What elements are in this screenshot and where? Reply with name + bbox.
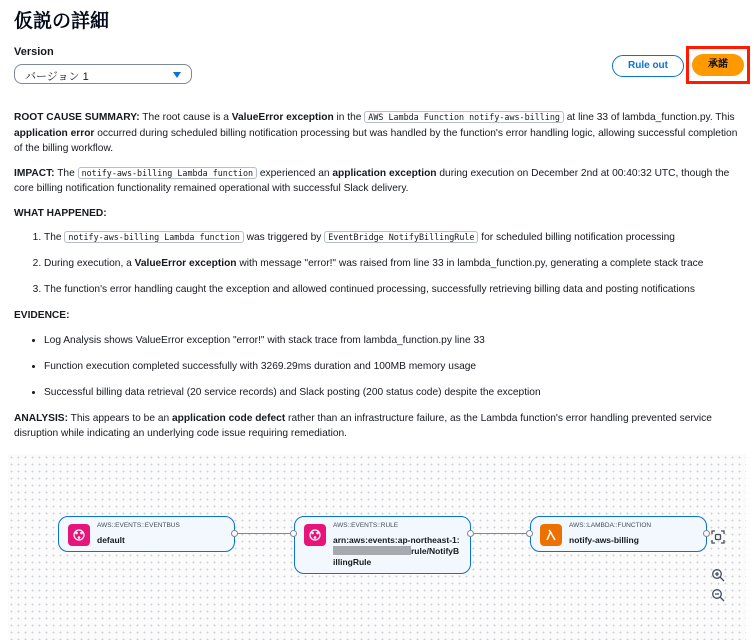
node-handle[interactable] [231, 530, 238, 537]
node-name: notify-aws-billing [569, 535, 639, 545]
node-lambda[interactable] [530, 516, 707, 552]
bold-text: application exception [332, 167, 437, 179]
list-item [44, 256, 742, 272]
page-title: 仮説の詳細 [14, 11, 110, 32]
node-type: AWS::LAMBDA::FUNCTION [569, 522, 652, 529]
inline-code: notify-aws-billing Lambda function [64, 231, 243, 243]
node-eventbus[interactable] [58, 516, 235, 552]
node-name [333, 535, 461, 568]
text: The root cause is a [139, 112, 232, 123]
text: experienced an [257, 167, 333, 179]
list-item [44, 282, 742, 298]
inline-code: EventBridge NotifyBillingRule [324, 231, 478, 243]
text: was triggered by [243, 232, 325, 243]
version-select[interactable] [14, 64, 192, 84]
approve-button[interactable]: 承諾 [692, 54, 744, 76]
redacted-account-id [333, 546, 411, 555]
node-handle[interactable] [467, 530, 474, 537]
hypothesis-content [14, 110, 742, 451]
evidence-heading [14, 308, 742, 324]
lambda-icon [540, 524, 562, 546]
section-label: EVIDENCE: [14, 310, 70, 321]
text: This appears to be an [67, 412, 172, 424]
section-label: ROOT CAUSE SUMMARY: [14, 112, 140, 123]
bold-text: application error [14, 127, 95, 139]
zoom-in-icon[interactable] [709, 566, 727, 584]
arn-prefix: arn:aws:events:ap-northeast-1: [333, 535, 460, 545]
text: The [44, 232, 65, 243]
what-happened-heading [14, 206, 742, 222]
eventbridge-icon [304, 524, 326, 546]
edge-rule-lambda [471, 533, 530, 534]
text: at line 33 of lambda_function.py. This [563, 112, 735, 123]
node-name: default [97, 535, 125, 545]
inline-code: AWS Lambda Function notify-aws-billing [364, 111, 564, 123]
node-rule[interactable] [294, 516, 471, 574]
arn-suffix: rule/NotifyBillingRule [333, 546, 460, 567]
version-label: Version [14, 46, 54, 58]
list-item: • Log Analysis shows ValueError exception "error!" with stack trace from lambda_function.py line 33 [44, 333, 742, 349]
inline-code: notify-aws-billing Lambda function [78, 167, 257, 179]
node-handle[interactable] [290, 530, 297, 537]
edge-eventbus-rule [235, 533, 294, 534]
bold-text: ValueError exception [231, 112, 334, 123]
section-label: IMPACT: [14, 167, 55, 179]
fit-view-icon[interactable] [709, 528, 727, 546]
list-item: • Function execution completed successfully with 3269.29ms duration and 100MB memory usage [44, 359, 742, 375]
section-label: WHAT HAPPENED: [14, 207, 107, 219]
zoom-out-icon[interactable] [709, 586, 727, 604]
section-label: ANALYSIS: [14, 412, 68, 424]
impact [14, 166, 742, 197]
text: in the [333, 112, 365, 123]
node-type: AWS::EVENTS::EVENTBUS [97, 522, 180, 529]
analysis [14, 411, 742, 442]
text: The function's error handling caught the exception and allowed continued processing, successfully retrieving billing data and posting notifications [44, 284, 695, 295]
bold-text: application code defect [172, 412, 286, 424]
bold-text: ValueError exception [134, 258, 237, 269]
what-happened-list [14, 230, 742, 298]
text: during execution on December 2nd at 00:40:32 UTC, though the core billing notification functionality remained operational with successful Slack delivery. [14, 167, 730, 194]
rule-out-button[interactable]: Rule out [612, 55, 684, 77]
text: The [54, 167, 78, 179]
text: During execution, a [44, 258, 135, 269]
topology-graph[interactable] [8, 454, 746, 640]
evidence-list [14, 333, 742, 401]
node-type: AWS::EVENTS::RULE [333, 522, 399, 529]
text: for scheduled billing notification processing [478, 232, 675, 243]
root-cause-summary [14, 110, 742, 157]
version-select-value: バージョン 1 [25, 71, 89, 83]
list-item: • Successful billing data retrieval (20 service records) and Slack posting (200 status code) despite the exception [44, 385, 742, 401]
text: occurred during scheduled billing notification processing but was handled by the function's error handling logic, allowing successful completion of the billing workflow. [14, 127, 738, 154]
node-handle[interactable] [526, 530, 533, 537]
text: with message "error!" was raised from line 33 in lambda_function.py, generating a complete stack trace [236, 258, 704, 269]
list-item [44, 230, 742, 246]
text: rather than an infrastructure failure, as the Lambda function's error handling prevented service disruption while indicating an underlying code issue requiring remediation. [14, 412, 712, 439]
eventbridge-icon [68, 524, 90, 546]
caret-down-icon [173, 72, 181, 78]
